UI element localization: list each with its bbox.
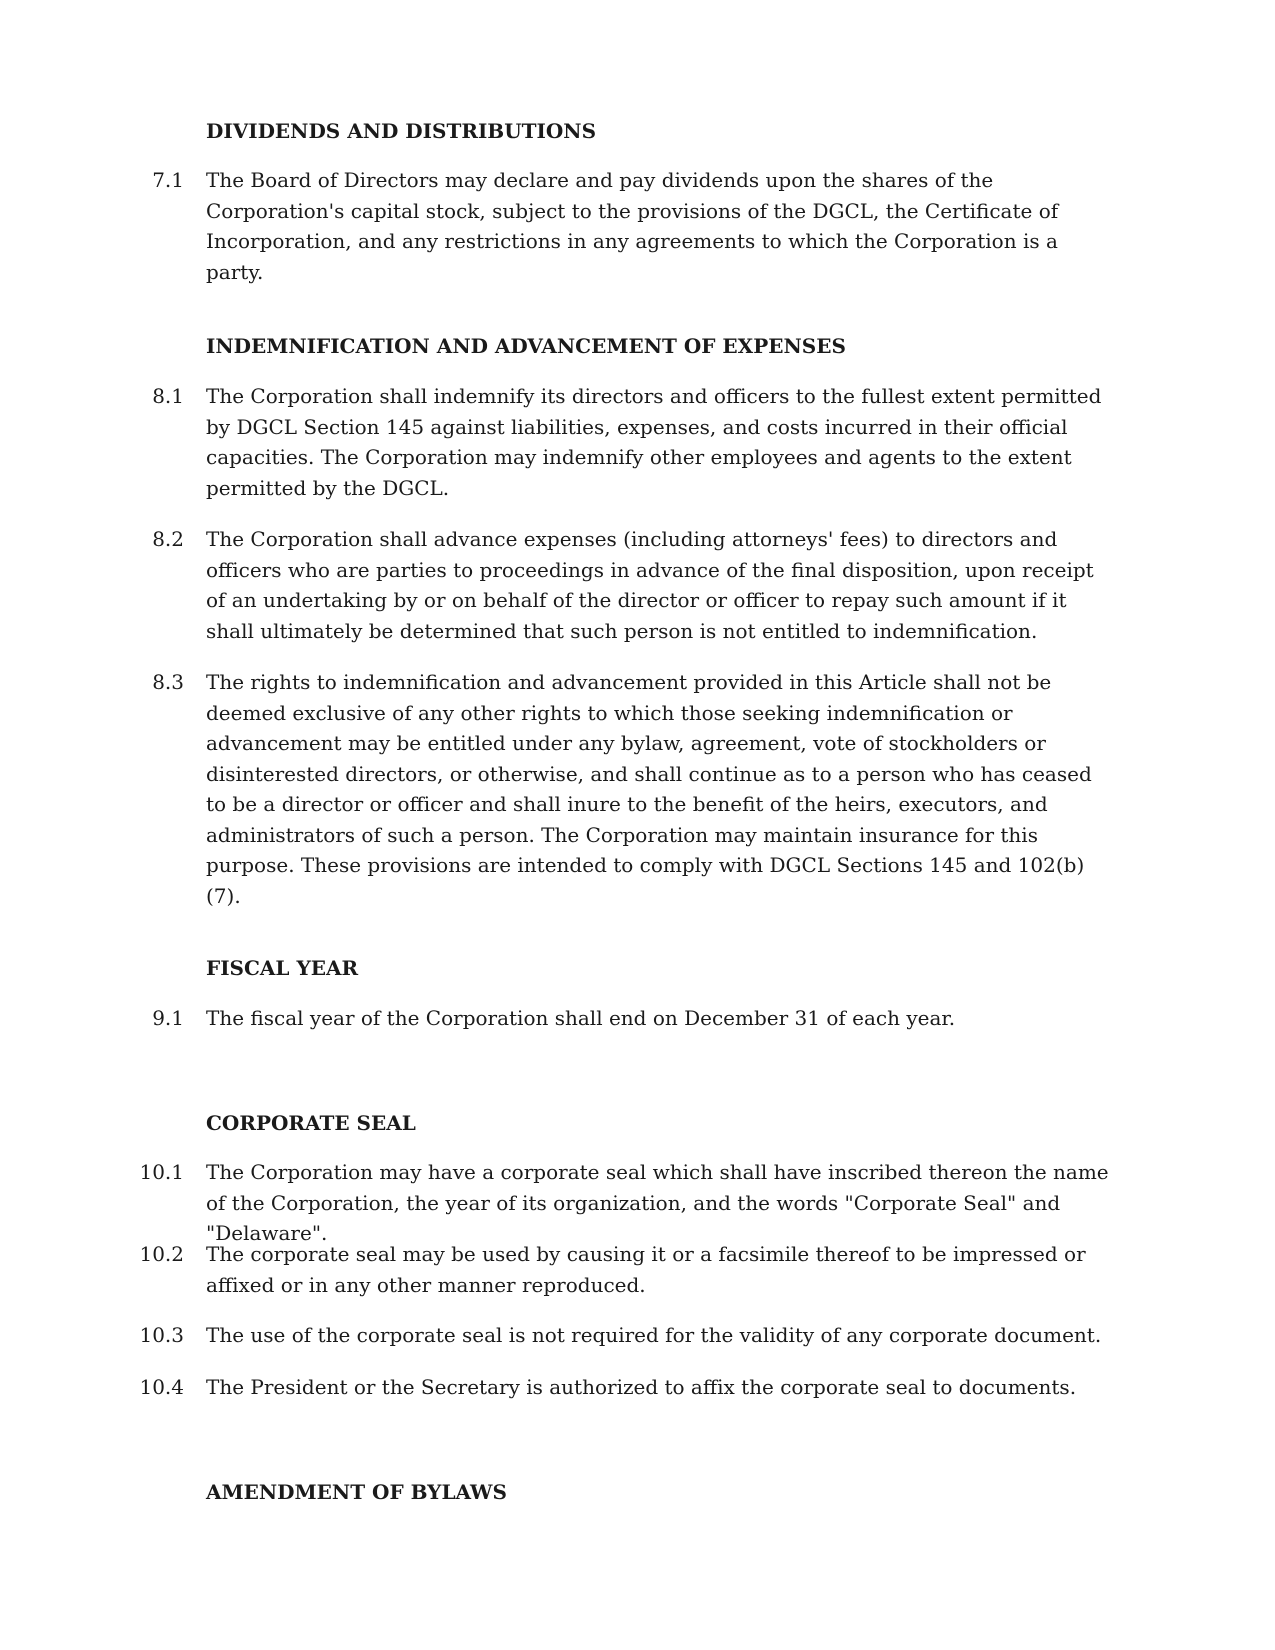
paragraph-number: 8.2 <box>152 527 184 551</box>
paragraph-number: 8.3 <box>152 670 184 694</box>
paragraph-number: 10.3 <box>139 1323 184 1347</box>
paragraph-text: The Corporation shall indemnify its directors and officers to the fullest extent permitted by DGCL Section 145 against liabilities, expenses, and costs incurred in their official capacities. The Corporation may indemnify other employees and agents to the extent permitted by the DGCL. <box>206 384 1102 500</box>
section-title: AMENDMENT OF BYLAWS <box>206 1480 507 1504</box>
paragraph-text: The fiscal year of the Corporation shall end on December 31 of each year. <box>206 1006 956 1030</box>
paragraph-number: 9.1 <box>152 1006 184 1030</box>
paragraph-text: The President or the Secretary is authorized to affix the corporate seal to documents. <box>206 1375 1077 1399</box>
paragraph-text: The rights to indemnification and advancement provided in this Article shall not be deemed exclusive of any other rights to which those seeking indemnification or advancement may be entitled under any bylaw, agreement, vote of stockholders or disinterested directors, or otherwise, and shall continue as to a person who has ceased to be a director or officer and shall inure to the benefit of the heirs, executors, and administrators of such a person. The Corporation may maintain insurance for this purpose. These provisions are intended to comply with DGCL Sections 145 and 102(b)(7). <box>206 670 1092 908</box>
paragraph-number: 10.2 <box>139 1242 184 1266</box>
paragraph-number: 10.4 <box>139 1375 184 1399</box>
section-title: CORPORATE SEAL <box>206 1111 416 1135</box>
paragraph-text: The use of the corporate seal is not required for the validity of any corporate document. <box>206 1323 1102 1347</box>
paragraph-number: 8.1 <box>152 384 184 408</box>
paragraph-number: 7.1 <box>152 168 184 192</box>
paragraph-number: 10.1 <box>139 1160 184 1184</box>
section-title: FISCAL YEAR <box>206 956 359 980</box>
paragraph-text: The corporate seal may be used by causing it or a facsimile thereof to be impressed or affixed or in any other manner reproduced. <box>206 1242 1086 1297</box>
section-title: INDEMNIFICATION AND ADVANCEMENT OF EXPENSES <box>206 334 846 358</box>
paragraph-text: The Corporation may have a corporate seal which shall have inscribed thereon the name of the Corporation, the year of its organization, and the words "Corporate Seal" and "Delaware". <box>206 1160 1109 1245</box>
section-title: DIVIDENDS AND DISTRIBUTIONS <box>206 119 597 143</box>
paragraph-text: The Corporation shall advance expenses (including attorneys' fees) to directors and officers who are parties to proceedings in advance of the final disposition, upon receipt of an undertaking by or on behalf of the director or officer to repay such amount if it shall ultimately be determined that such person is not entitled to indemnification. <box>206 527 1094 643</box>
paragraph-text: The Board of Directors may declare and pay dividends upon the shares of the Corporation's capital stock, subject to the provisions of the DGCL, the Certificate of Incorporation, and any restrictions in any agreements to which the Corporation is a party. <box>206 168 1059 284</box>
